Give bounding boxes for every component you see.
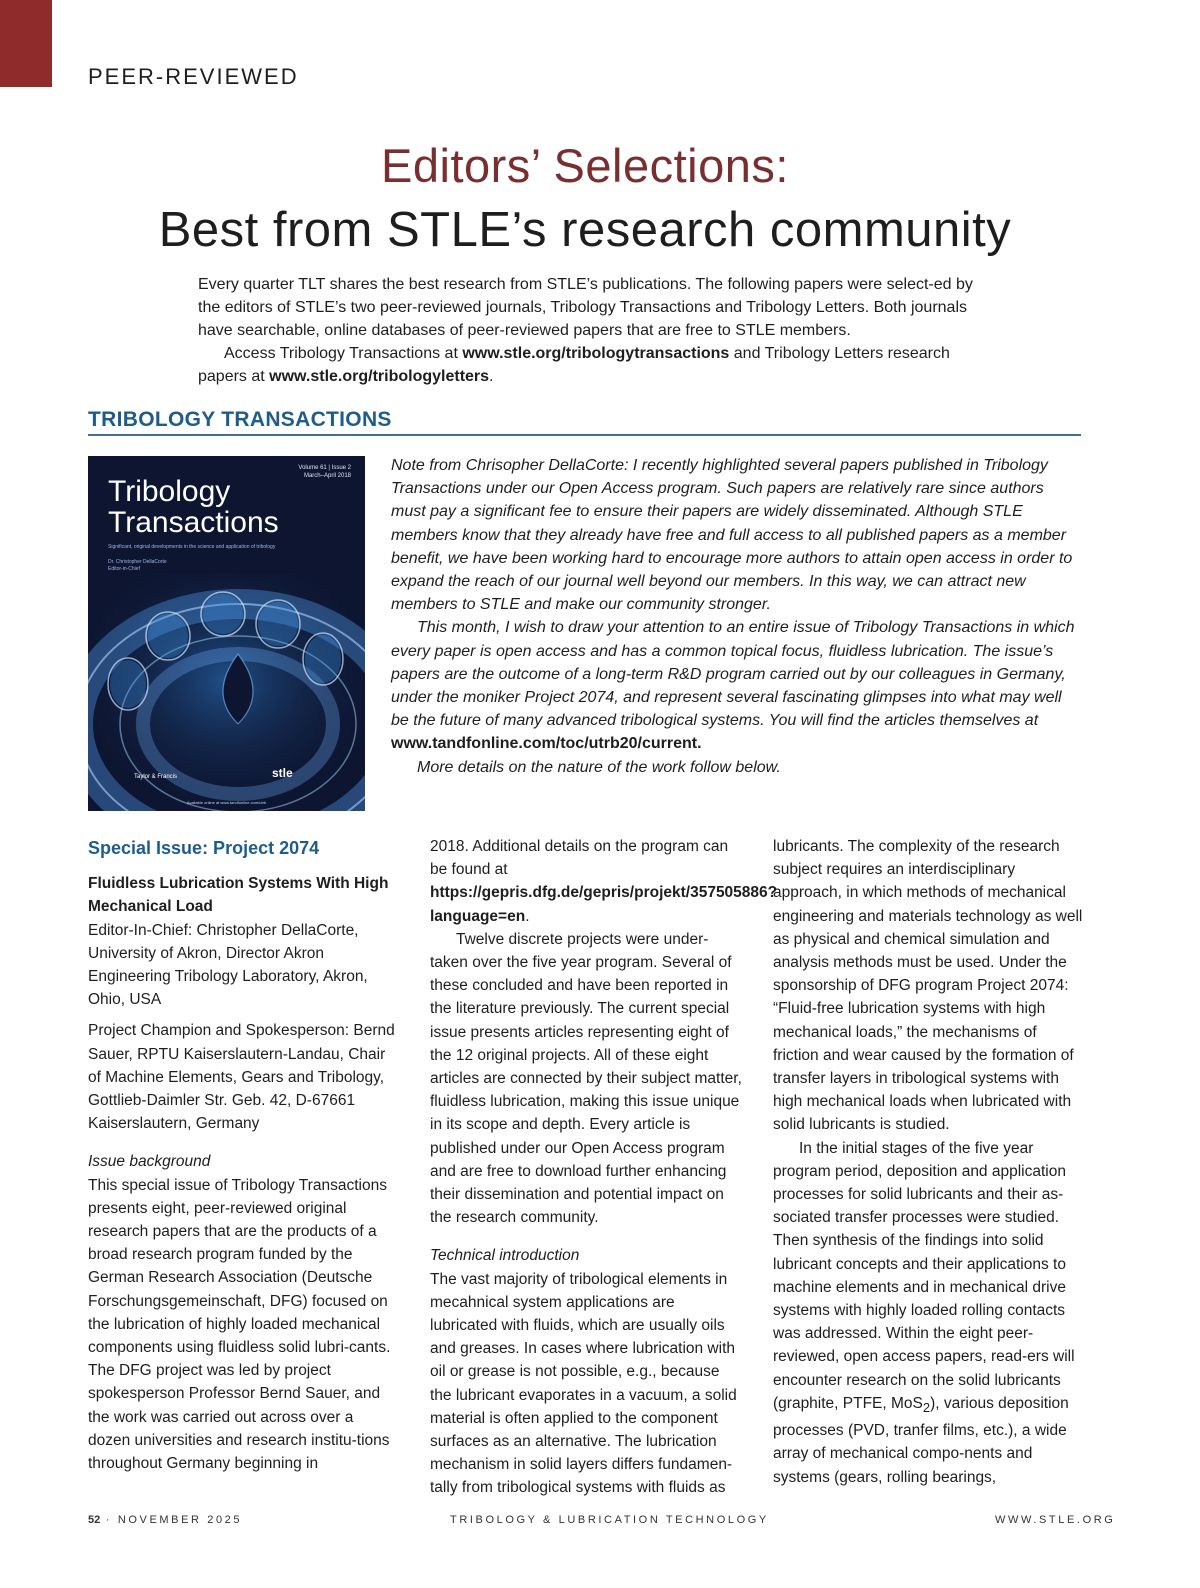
article-title [88,872,398,918]
cover-subtitle: Significant, original developments in the science and application of tribology [108,544,276,550]
intro-text: Access Tribology Transactions at [224,345,463,362]
article-title-text: Fluidless Lubrication Systems With High Mechanical Load [88,875,389,916]
editor-note [391,454,1081,779]
cover-title [108,476,279,538]
program-paragraph [430,835,778,928]
editor-note-text: This month, I wish to draw your attention to an entire issue of Tribology Transactions in which every paper is open access and has a common topical focus, fluidless lubrication. The issue’s papers are the outcome of a long-term R&D program carried out by our colleagues in Germany, under the moniker Project 2074, and represent several fascinating glimpses into what may well be the future of many advanced tribological systems. You will find the articles themselves at [391,619,1075,730]
article-column-1 [88,835,398,1475]
initial-stages-paragraph [773,1137,1085,1489]
cover-editor-name: Dr. Christopher DellaCorte [108,559,167,565]
initial-stages-text: ), various deposition processes (PVD, tranfer films, etc.), a wide array of mechanical compo-nents and systems (gears, rolling bearings, [773,1394,1069,1486]
cover-stle-logo: stle [272,766,293,780]
editor-note-paragraph-1: Note from Chrisopher DellaCorte: I recently highlighted several papers published in Tribology Transactions under our Open Access program. Such papers are relatively rare since authors must pay a significant fee to ensure their papers are widely disseminated. Although STLE members know that they already have free and full access to all published papers as a member benefit, we have been working hard to encourage more authors to attain open access in order to expand the reach of our journal well beyond our members. In this way, we can attract new members to STLE and make our community stronger. [391,457,1073,614]
intro-text: and Tribology Letters research papers at [198,345,950,385]
magazine-name: TRIBOLOGY & LUBRICATION TECHNOLOGY [450,1514,769,1526]
intro-paragraph-2 [198,342,988,388]
footer-separator: · [105,1514,113,1526]
cover-title-line-1: Tribology [108,475,231,508]
editor-note-text: . [697,735,702,753]
initial-stages-text: In the initial stages of the five year program period, deposition and application processes for solid lubricants and their as-sociated transfer processes were studied. Then synthesis of the findings into solid lubricant concepts and their applications to machine elements and in mechanical drive systems with highly loaded rolling contacts was addressed. Within the eight peer-reviewed, open access papers, read-ers will encounter research on the solid lubricants (graphite, PTFE, MoS [773,1139,1075,1412]
cover-availability: Available online at www.tandfonline.com/utrb [186,800,267,805]
cover-bearing-illustration [88,574,365,811]
section-tag: PEER-REVIEWED [88,64,299,89]
tribology-transactions-link[interactable]: www.stle.org/tribologytransactions [462,345,730,362]
background-paragraph: This special issue of Tribology Transactions presents eight, peer-reviewed original research papers that are the products of a broad research program funded by the German Research Association (Deutsche Forschungsgemeinschaft, DFG) focused on the lubrication of highly loaded mechanical components using fluidless solid lubri-cants. The DFG project was led by project spokesperson Professor Bernd Sauer, and the work was carried out across over a dozen universities and research institu-tions throughout Germany beginning in [88,1176,391,1473]
article-editor: Editor-In-Chief: Christopher DellaCorte, University of Akron, Director Akron Engineering Tribology Laboratory, Akron, Ohio, USA [88,921,368,1009]
cover-volume-number: Volume 61 | Issue 2 [298,465,351,471]
background-heading: Issue background [88,1153,211,1171]
corner-accent-bar [0,0,52,87]
page-title-line-1: Editors’ Selections: [381,139,789,192]
cover-title-line-2: Transactions [108,506,279,539]
issue-date: NOVEMBER 2025 [117,1514,243,1526]
article-column-2 [430,835,778,1500]
cover-editor-role: Editor-in-Chief [108,566,140,572]
intro-text: . [489,368,494,385]
cover-issue-date: March–April 2018 [303,473,351,479]
article-column-3 [773,835,1085,1489]
journal-cover-image [88,456,365,811]
intro-paragraph-1: Every quarter TLT shares the best research from STLE’s publications. The following papers were select-ed by the editors of STLE’s two peer-reviewed journals, Tribology Transactions and Tribology Letters. Both journals have searchable, online databases of peer-reviewed papers that are free to STLE members. [198,276,973,339]
editor-note-paragraph-2 [391,616,1081,755]
program-text: . [525,907,530,925]
tribology-transactions-heading: TRIBOLOGY TRANSACTIONS [88,408,392,431]
technical-intro-heading: Technical introduction [430,1247,580,1265]
website[interactable]: WWW.STLE.ORG [995,1514,1116,1526]
cover-volume [298,464,351,480]
editor-note-paragraph-3: More details on the nature of the work follow below. [417,758,781,776]
complexity-paragraph: lubricants. The complexity of the research subject requires an interdisciplinary approach, in which methods of mechanical engineering and materials technology as well as physical and chemical simulation and analysis methods must be used. Under the sponsorship of DFG program Project 2074: “Fluid-free lubrication systems with high mechanical loads,” the mechanisms of friction and wear caused by the formation of transfer layers in tribological systems with high mechanical loads when lubricated with solid lubricants is studied. [773,838,1083,1134]
tribology-letters-link[interactable]: www.stle.org/tribologyletters [269,368,490,385]
gepris-link[interactable]: https://gepris.dfg.de/gepris/projekt/357505886?language=en [430,884,778,925]
subscript: 2 [922,1399,931,1415]
article-champion: Project Champion and Spokesperson: Bernd Sauer, RPTU Kaiserslautern-Landau, Chair of Machine Elements, Gears and Tribology, Gottlieb-Daimler Str. Geb. 42, D-67661 Kaiserslautern, Germany [88,1022,395,1133]
page-number: 52 [88,1514,101,1526]
page-title-line-2: Best from STLE’s research community [158,203,1012,257]
cover-publisher-logo: Taylor & Francis [134,774,178,780]
tandfonline-link[interactable]: www.tandfonline.com/toc/utrb20/current [391,735,698,753]
projects-paragraph: Twelve discrete projects were under-taken over the five year program. Several of these concluded and have been reported in the literature previously. The current special issue presents articles representing eight of the 12 original projects. All of these eight articles are connected by their subject matter, fluidless lubrication, making this issue unique in its scope and depth. Every article is published under our Open Access program and are free to download further enhancing their dissemination and potential impact on the research community. [430,930,742,1227]
technical-intro-paragraph: The vast majority of tribological elements in mecahnical system applications are lubricated with fluids, which are usually oils and greases. In cases where lubrication with oil or grease is not possible, e.g., because the lubricant evaporates in a vacuum, a solid material is often applied to the component surfaces as an alternative. The lubrication mechanism in solid layers differs fundamen-tally from tribological systems with fluids as [430,1270,737,1497]
special-issue-heading: Special Issue: Project 2074 [88,838,320,858]
section-divider [88,434,1081,436]
footer-left [88,1514,242,1526]
program-text: 2018. Additional details on the program can be found at [430,838,729,879]
intro-block [198,273,988,388]
cover-editor [108,559,167,573]
